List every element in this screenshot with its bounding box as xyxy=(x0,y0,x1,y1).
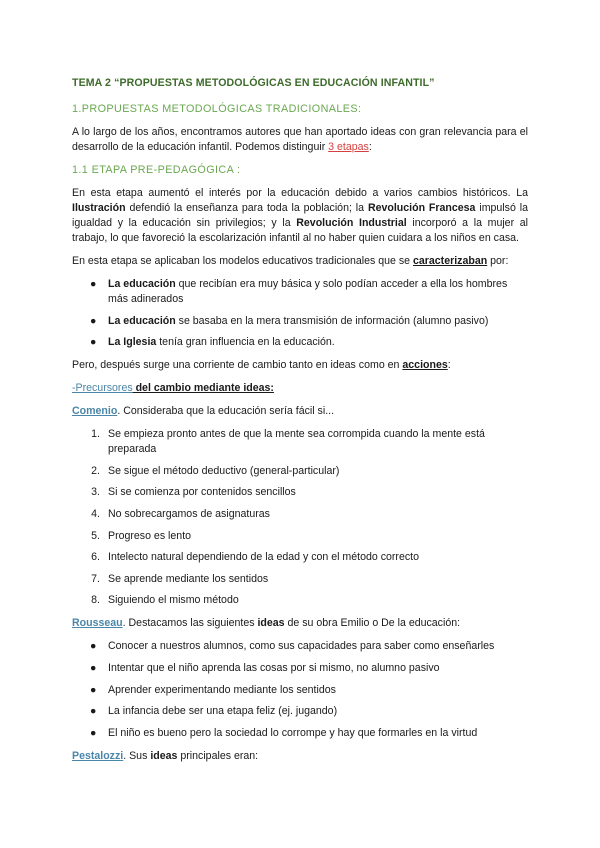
precursores-heading xyxy=(72,381,528,396)
item-text: No sobrecargamos de asignaturas xyxy=(108,507,270,520)
list-item xyxy=(72,683,528,698)
acciones-term: acciones xyxy=(402,359,448,372)
rousseau-text-a: . Destacamos las siguientes xyxy=(122,617,258,630)
author-pestalozzi: Pestalozzi xyxy=(72,749,124,762)
pestalozzi-ideas-term: ideas xyxy=(150,749,178,762)
change-paragraph xyxy=(72,358,528,373)
list-item xyxy=(72,639,528,654)
bullet-marker: ● xyxy=(90,278,97,290)
bullet-text: se basaba en la mera transmisión de información (alumno pasivo) xyxy=(175,314,489,327)
item-number: 6. xyxy=(91,551,100,564)
bullet-bold: La Iglesia xyxy=(108,336,157,349)
bullet-marker: ● xyxy=(90,661,97,674)
rousseau-bullets xyxy=(72,639,528,740)
list-item xyxy=(72,314,528,329)
precursores-subtitle: del cambio mediante ideas: xyxy=(132,382,274,395)
item-number: 1. xyxy=(91,428,100,441)
bullet-text: Aprender experimentando mediante los sentidos xyxy=(108,683,336,696)
caracterizaban-term: caracterizaban xyxy=(412,255,488,267)
comenio-list xyxy=(72,427,528,608)
bullet-text: Intentar que el niño aprenda las cosas por si mismo, no alumno pasivo xyxy=(108,661,440,674)
history-text-d: impulsó la igualdad y la educación sin privilegios; y la xyxy=(72,202,528,229)
pestalozzi-text-b: principales eran: xyxy=(177,749,259,762)
intro-highlight: 3 etapas xyxy=(328,141,369,153)
bullet-bold: La educación xyxy=(108,278,176,290)
revolucion-industrial-term: Revolución Industrial xyxy=(296,217,407,229)
models-text-b: por: xyxy=(487,255,509,267)
page-title: TEMA 2 “PROPUESTAS METODOLÓGICAS EN EDUCACIÓN INFANTIL” xyxy=(72,77,435,89)
item-text: Intelecto natural dependiendo de la edad y con el método correcto xyxy=(108,551,419,564)
item-number: 4. xyxy=(91,507,100,520)
models-text-a: En esta etapa se aplicaban los modelos educativos tradicionales que se xyxy=(72,255,413,267)
list-item xyxy=(72,335,528,350)
list-item xyxy=(72,726,528,741)
bullet-marker: ● xyxy=(90,726,97,739)
document-page xyxy=(72,76,528,772)
item-text: Progreso es lento xyxy=(108,529,192,542)
item-text: Si se comienza por contenidos sencillos xyxy=(108,486,296,499)
change-text-b: : xyxy=(447,359,451,372)
pestalozzi-text-a: . Sus xyxy=(123,749,151,762)
item-number: 2. xyxy=(91,464,100,477)
list-item xyxy=(72,593,528,608)
bullet-text: La infancia debe ser una etapa feliz (ej. jugando) xyxy=(108,705,338,718)
list-item xyxy=(72,507,528,522)
item-text: Se sigue el método deductivo (general-particular) xyxy=(108,464,340,477)
precursores-label: -Precursores xyxy=(72,382,133,395)
bullet-marker: ● xyxy=(90,640,97,653)
pestalozzi-paragraph xyxy=(72,749,528,764)
bullet-marker: ● xyxy=(90,683,97,696)
section-heading-1-1: 1.1 ETAPA PRE-PEDAGÓGICA : xyxy=(72,164,241,176)
change-text-a: Pero, después surge una corriente de cambio tanto en ideas como en xyxy=(72,359,403,372)
list-item xyxy=(72,704,528,719)
item-text: Se aprende mediante los sentidos xyxy=(108,572,269,585)
list-item xyxy=(72,661,528,676)
list-item xyxy=(72,550,528,565)
comenio-text: . Consideraba que la educación sería fácil si... xyxy=(117,405,335,418)
intro-end: : xyxy=(368,141,372,153)
models-paragraph xyxy=(72,254,528,269)
bullet-text: Conocer a nuestros alumnos, como sus capacidades para saber como enseñarles xyxy=(108,640,495,653)
list-item xyxy=(72,572,528,587)
rousseau-ideas-term: ideas xyxy=(257,617,285,630)
author-rousseau: Rousseau xyxy=(72,617,123,630)
item-text: Se empieza pronto antes de que la mente sea corrompida cuando la mente está preparada xyxy=(108,428,485,456)
list-item xyxy=(72,464,528,479)
intro-paragraph xyxy=(72,125,528,155)
list-item xyxy=(72,485,528,500)
intro-text: A lo largo de los años, encontramos autores que han aportado ideas con gran relevancia para el desarrollo de la educación infantil. Podemos distinguir xyxy=(72,126,528,153)
bullet-text: que recibían era muy básica y solo podían acceder a ella los hombres más adinerados xyxy=(108,278,508,305)
bullet-bold: La educación xyxy=(108,314,176,327)
section-heading-1: 1.PROPUESTAS METODOLÓGICAS TRADICIONALES: xyxy=(72,103,362,115)
list-item xyxy=(72,427,528,457)
history-paragraph xyxy=(72,186,528,246)
item-number: 5. xyxy=(91,529,100,542)
bullet-marker: ● xyxy=(90,314,97,327)
bullet-marker: ● xyxy=(90,336,97,349)
comenio-paragraph xyxy=(72,404,528,419)
item-text: Siguiendo el mismo método xyxy=(108,594,239,607)
ilustracion-term: Ilustración xyxy=(72,202,126,214)
rousseau-text-b: de su obra Emilio o De la educación: xyxy=(284,617,461,630)
bullet-text: tenía gran influencia en la educación. xyxy=(156,336,335,349)
author-comenio: Comenio xyxy=(72,405,118,418)
list-item xyxy=(72,277,528,307)
item-number: 3. xyxy=(91,486,100,499)
bullet-marker: ● xyxy=(90,705,97,718)
item-number: 7. xyxy=(91,572,100,585)
revolucion-francesa-term: Revolución Francesa xyxy=(367,202,476,214)
history-text-c: defendió la enseñanza para toda la población; la xyxy=(125,202,368,214)
history-text-a: En esta etapa aumentó el interés por la educación debido a varios cambios históricos. La xyxy=(72,187,528,199)
item-number: 8. xyxy=(91,594,100,607)
bullet-text: El niño es bueno pero la sociedad lo corrompe y hay que formarles en la virtud xyxy=(108,726,478,739)
history-text-e: incorporó a la mujer al trabajo, lo que favoreció la escolarización infantil al no haber quien cuidara a los niños en casa. xyxy=(72,217,529,244)
traditional-bullets xyxy=(72,277,528,350)
rousseau-paragraph xyxy=(72,616,528,631)
list-item xyxy=(72,529,528,544)
